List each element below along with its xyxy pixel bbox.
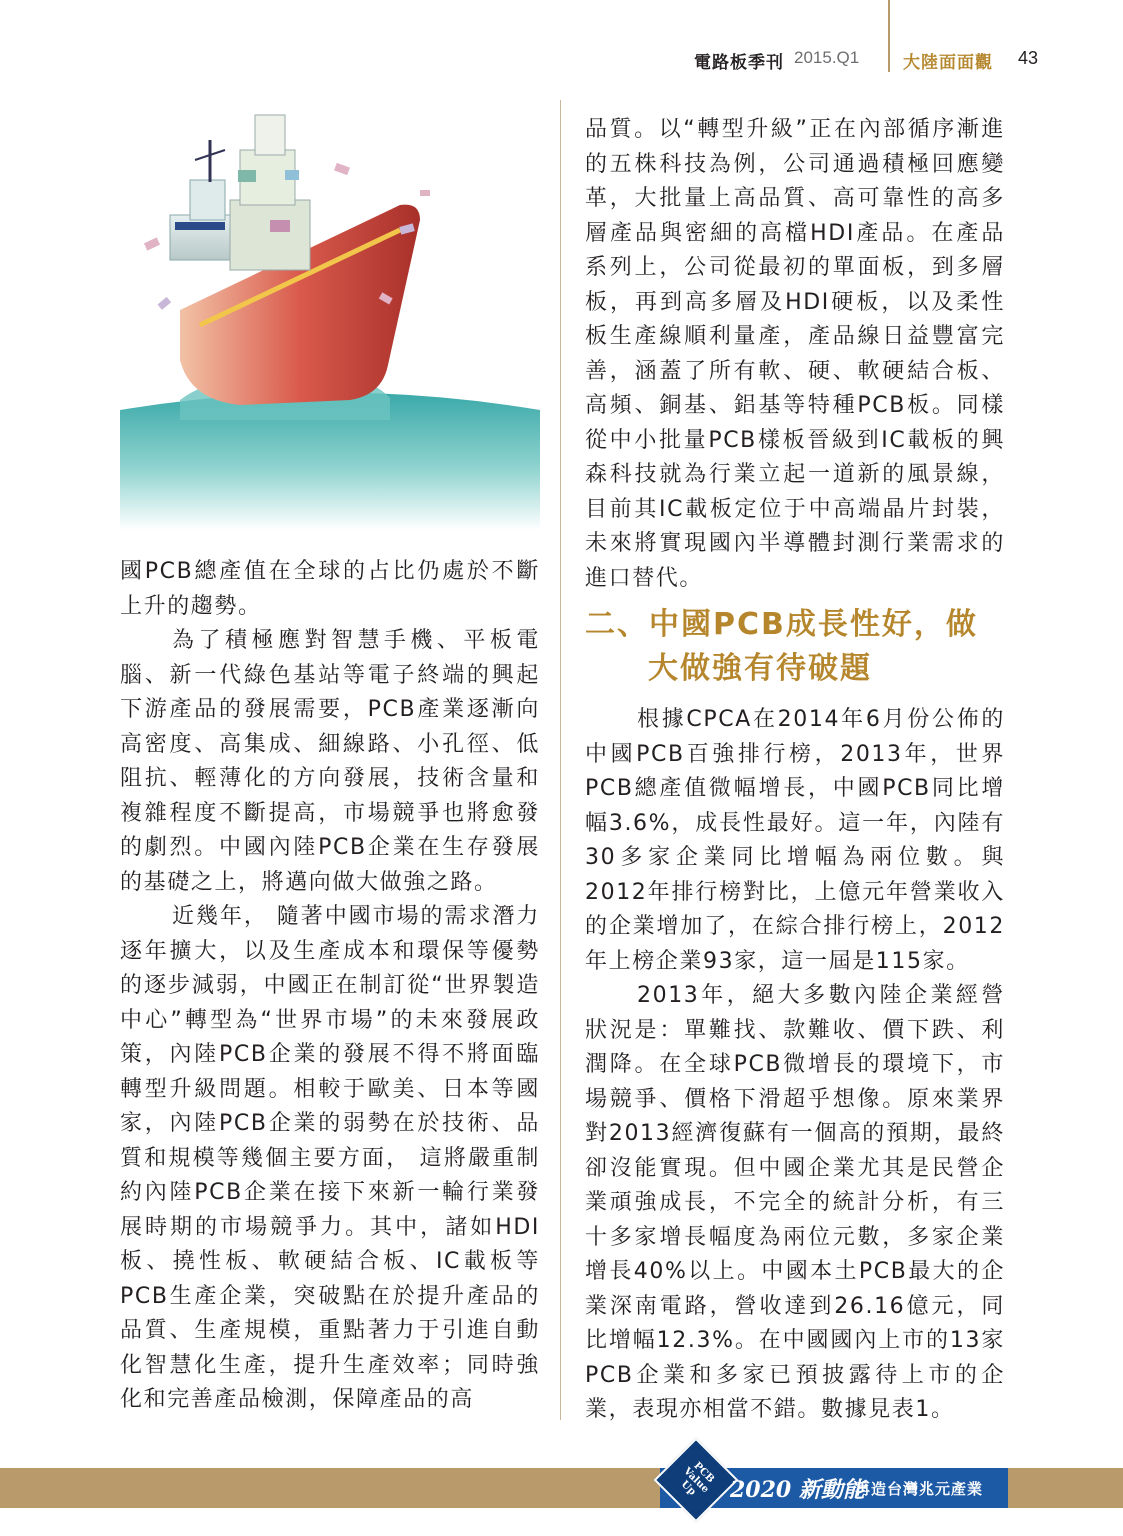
section-heading xyxy=(585,603,1015,691)
issue-label: 2015.Q1 xyxy=(794,48,860,67)
left-paragraph-1: 國PCB總產值在全球的占比仍處於不斷上升的趨勢。 xyxy=(120,559,540,619)
right-column-top xyxy=(585,113,1005,596)
right-paragraph-1: 根據CPCA在2014年6月份公佈的中國PCB百強排行榜，2013年，世界PCB總產值微幅增長，中國PCB同比增幅3.6%，成長性最好。這一年，內陸有30多家企業同比增幅為兩位數。與2012年排行榜對比，上億元年營業收入的企業增加了，在綜合排行榜上，2012年上榜企業93家，這一屆是115家。 xyxy=(585,707,1005,974)
section-heading-line-2: 大做強有待破題 xyxy=(648,651,872,686)
right-paragraph-continuation: 品質。以“轉型升級”正在內部循序漸進的五株科技為例，公司通過積極回應變革，大批量上高品質、高可靠性的高多層產品與密細的高檔HDI產品。在產品系列上，公司從最初的單面板，到多層板，再到高多層及HDI硬板，以及柔性板生產線順利量產，產品線日益豐富完善，涵蓋了所有軟、硬、軟硬結合板、高頻、銅基、鋁基等特種PCB板。同樣從中小批量PCB樣板晉級到IC載板的興森科技就為行業立起一道新的風景線，目前其IC載板定位于中高端晶片封裝，未來將實現國內半導體封測行業需求的進口替代。 xyxy=(585,117,1005,591)
running-header xyxy=(690,48,1090,74)
magazine-name: 電路板季刊 xyxy=(694,53,784,73)
right-paragraph-2: 2013年，絕大多數內陸企業經營狀況是：單難找、款難收、價下跌、利潤降。在全球PCB微增長的環境下，市場競爭、價格下滑超乎想像。原來業界對2013經濟復蘇有一個高的預期，最終卻沒能實現。但中國企業尤其是民營企業頑強成長，不完全的統計分析，有三十多家增長幅度為兩位元數，多家企業增長40%以上。中國本土PCB最大的企業深南電路，營收達到26.16億元，同比增幅12.3%。在中國國內上市的13家PCB企業和多家已預披露待上市的企業，表現亦相當不錯。數據見表1。 xyxy=(585,983,1005,1422)
left-column xyxy=(120,555,540,1418)
left-paragraph-2: 為了積極應對智慧手機、平板電腦、新一代綠色基站等電子終端的興起下游產品的發展需要，PCB產業逐漸向高密度、高集成、細線路、小孔徑、低阻抗、輕薄化的方向發展，技術含量和複雜程度不斷提高，市場競爭也將愈發的劇烈。中國內陸PCB企業在生存發展的基礎之上，將邁向做大做強之路。 xyxy=(120,628,540,895)
page-number: 43 xyxy=(1018,48,1039,68)
footer-subtitle: 再造台灣兆元產業 xyxy=(855,1480,984,1498)
footer-title: 2020 新動能 xyxy=(730,1477,865,1503)
column-divider xyxy=(560,100,561,1420)
section-name: 大陸面面觀 xyxy=(903,53,993,73)
pcb-value-up-logo: PCB Value Up xyxy=(678,1460,717,1498)
ship-image xyxy=(120,110,540,530)
section-heading-line-1: 二、中國PCB成長性好，做 xyxy=(585,607,978,642)
ship-illustration xyxy=(120,110,540,530)
right-column-bottom xyxy=(585,703,1005,1428)
left-paragraph-3: 近幾年， 隨著中國市場的需求潛力逐年擴大，以及生產成本和環保等優勢的逐步減弱，中國正在制訂從“世界製造中心”轉型為“世界市場”的未來發展政策，內陸PCB企業的發展不得不將面臨轉型升級問題。相較于歐美、日本等國家，內陸PCB企業的弱勢在於技術、品質和規模等幾個主要方面， 這將嚴重制約內陸PCB企業在接下來新一輪行業發展時期的市場競爭力。其中，諸如HDI板、撓性板、軟硬結合板、IC載板等PCB生產企業，突破點在於提升產品的品質、生產規模，重點著力于引進自動化智慧化生產，提升生產效率；同時強化和完善產品檢測，保障產品的高 xyxy=(120,904,540,1412)
